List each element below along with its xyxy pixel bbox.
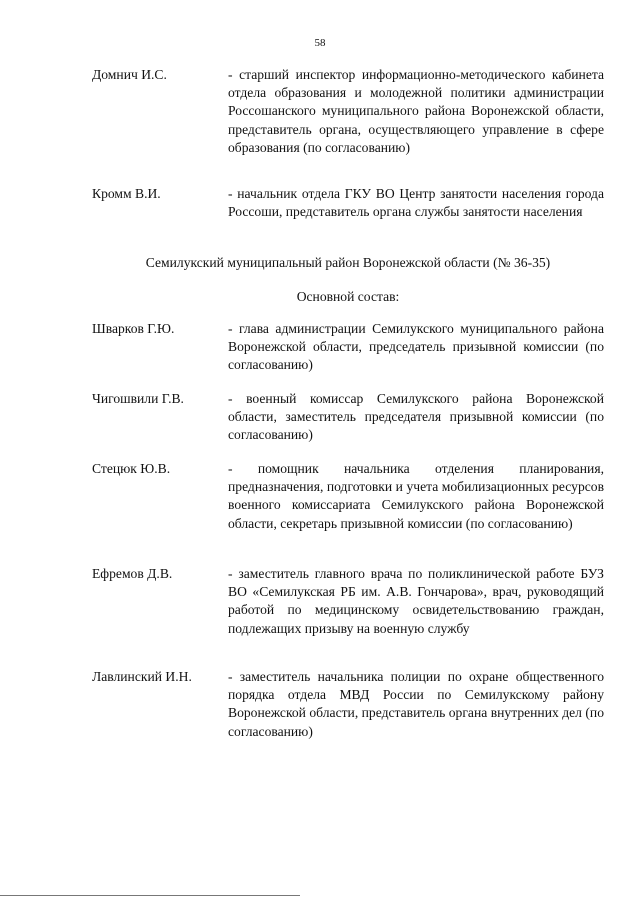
member-entry-domnich bbox=[92, 66, 604, 157]
member-description: - помощник начальника отделения планирования, предназначения, подготовки и учета мобилизационных ресурсов военного комиссариата Семилукского района Воронежской области, секретарь призывной комиссии (по согласованию) bbox=[228, 461, 604, 531]
member-name: Лавлинский И.Н. bbox=[92, 669, 192, 684]
subsection-title: Основной состав: bbox=[296, 289, 400, 304]
member-entry-shvarkov bbox=[92, 320, 604, 375]
member-description: - глава администрации Семилукского муниципального района Воронежской области, председатель призывной комиссии (по согласованию) bbox=[228, 321, 604, 373]
member-name: Шварков Г.Ю. bbox=[92, 321, 175, 336]
member-description: - начальник отдела ГКУ ВО Центр занятости населения города Россоши, представитель органа службы занятости населения bbox=[228, 186, 604, 220]
member-description: - заместитель главного врача по поликлинической работе БУЗ ВО «Семилукская РБ им. А.В. Гончарова», врач, руководящий работой по медицинскому освидетельствованию граждан, подлежащих призыву на военную службу bbox=[228, 566, 604, 636]
member-entry-lavlinsky bbox=[92, 668, 604, 741]
member-entry-efremov bbox=[92, 565, 604, 638]
member-entry-kromm bbox=[92, 185, 604, 221]
member-name: Кромм В.И. bbox=[92, 186, 161, 201]
section-title: Семилукский муниципальный район Воронежской области (№ 36-35) bbox=[145, 255, 551, 270]
page-number: 58 bbox=[314, 37, 326, 49]
member-description: - заместитель начальника полиции по охране общественного порядка отдела МВД России по Семилукскому району Воронежской области, представитель органа внутренних дел (по согласованию) bbox=[228, 669, 604, 739]
member-name: Чигошвили Г.В. bbox=[92, 391, 184, 406]
member-description: - старший инспектор информационно-методического кабинета отдела образования и молодежной политики администрации Россошанского муниципального района Воронежской области, представитель органа, осуществляющего управление в сфере образования (по согласованию) bbox=[228, 67, 604, 155]
member-name: Стецюк Ю.В. bbox=[92, 461, 171, 476]
member-name: Домнич И.С. bbox=[92, 67, 167, 82]
member-description: - военный комиссар Семилукского района Воронежской области, заместитель председателя призывной комиссии (по согласованию) bbox=[228, 391, 604, 443]
page-bottom-rule bbox=[0, 895, 300, 896]
member-entry-chigoshvili bbox=[92, 390, 604, 445]
member-entry-stetsyuk bbox=[92, 460, 604, 533]
member-name: Ефремов Д.В. bbox=[92, 566, 173, 581]
